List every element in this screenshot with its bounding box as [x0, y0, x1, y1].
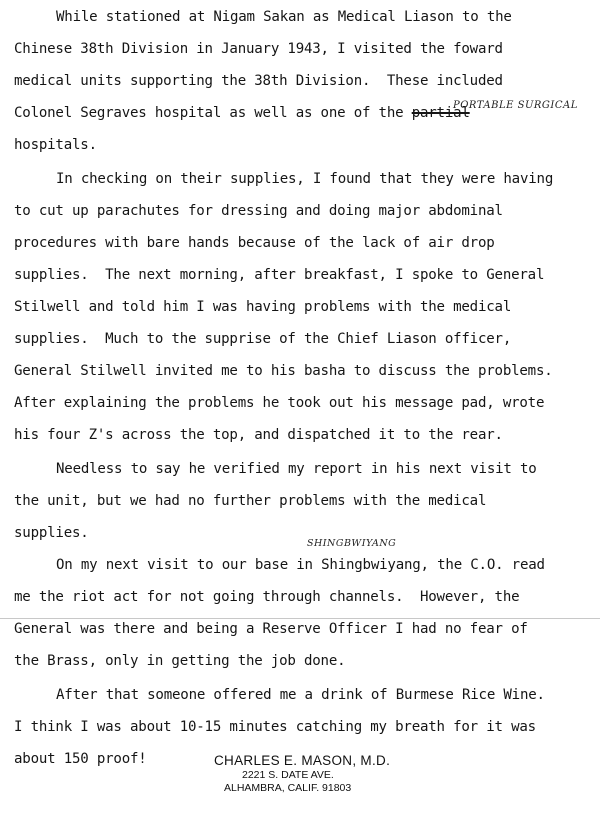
text-line: hospitals.: [14, 137, 97, 153]
text-line: Chinese 38th Division in January 1943, I visited the foward: [14, 41, 503, 57]
text-line: me the riot act for not going through channels. However, the: [14, 589, 520, 605]
text-line: General Stilwell invited me to his basha to discuss the problems.: [14, 363, 553, 379]
text-line: Needless to say he verified my report in his next visit to: [56, 461, 537, 477]
text-line: I think I was about 10-15 minutes catching my breath for it was: [14, 719, 536, 735]
text-line: General was there and being a Reserve Officer I had no fear of: [14, 621, 528, 637]
handwritten-annotation: SHINGBWIYANG: [307, 538, 397, 549]
text-line: about 150 proof!: [14, 751, 147, 767]
text-line: [14, 104, 470, 122]
text-line: to cut up parachutes for dressing and doing major abdominal: [14, 203, 503, 219]
text-line: medical units supporting the 38th Division. These included: [14, 73, 503, 89]
letterhead-name: CHARLES E. MASON, M.D.: [214, 753, 391, 768]
text-segment: Colonel Segraves hospital as well as one of the: [14, 105, 412, 121]
text-line: After explaining the problems he took out his message pad, wrote: [14, 395, 545, 411]
text-line: the unit, but we had no further problems with the medical: [14, 493, 487, 509]
text-line: the Brass, only in getting the job done.: [14, 653, 346, 669]
letterhead-stamp: [214, 752, 394, 795]
text-line: On my next visit to our base in Shingbwiyang, the C.O. read: [56, 557, 545, 573]
text-line: supplies. Much to the supprise of the Chief Liason officer,: [14, 331, 512, 347]
text-line: his four Z's across the top, and dispatched it to the rear.: [14, 427, 503, 443]
letterhead-city: ALHAMBRA, CALIF. 91803: [224, 782, 352, 794]
struck-word: partial: [411, 105, 470, 121]
text-line: In checking on their supplies, I found that they were having: [56, 171, 554, 187]
text-line: Stilwell and told him I was having problems with the medical: [14, 299, 512, 315]
text-line: While stationed at Nigam Sakan as Medical Liason to the: [56, 9, 512, 25]
text-line: After that someone offered me a drink of Burmese Rice Wine.: [56, 687, 545, 703]
letterhead-address: 2221 S. DATE AVE.: [242, 769, 334, 781]
text-line: procedures with bare hands because of the lack of air drop: [14, 235, 495, 251]
scan-fold-line: [0, 618, 600, 619]
text-line: supplies. The next morning, after breakfast, I spoke to General: [14, 267, 545, 283]
text-line: supplies.: [14, 525, 89, 541]
handwritten-annotation: PORTABLE SURGICAL: [453, 100, 578, 111]
